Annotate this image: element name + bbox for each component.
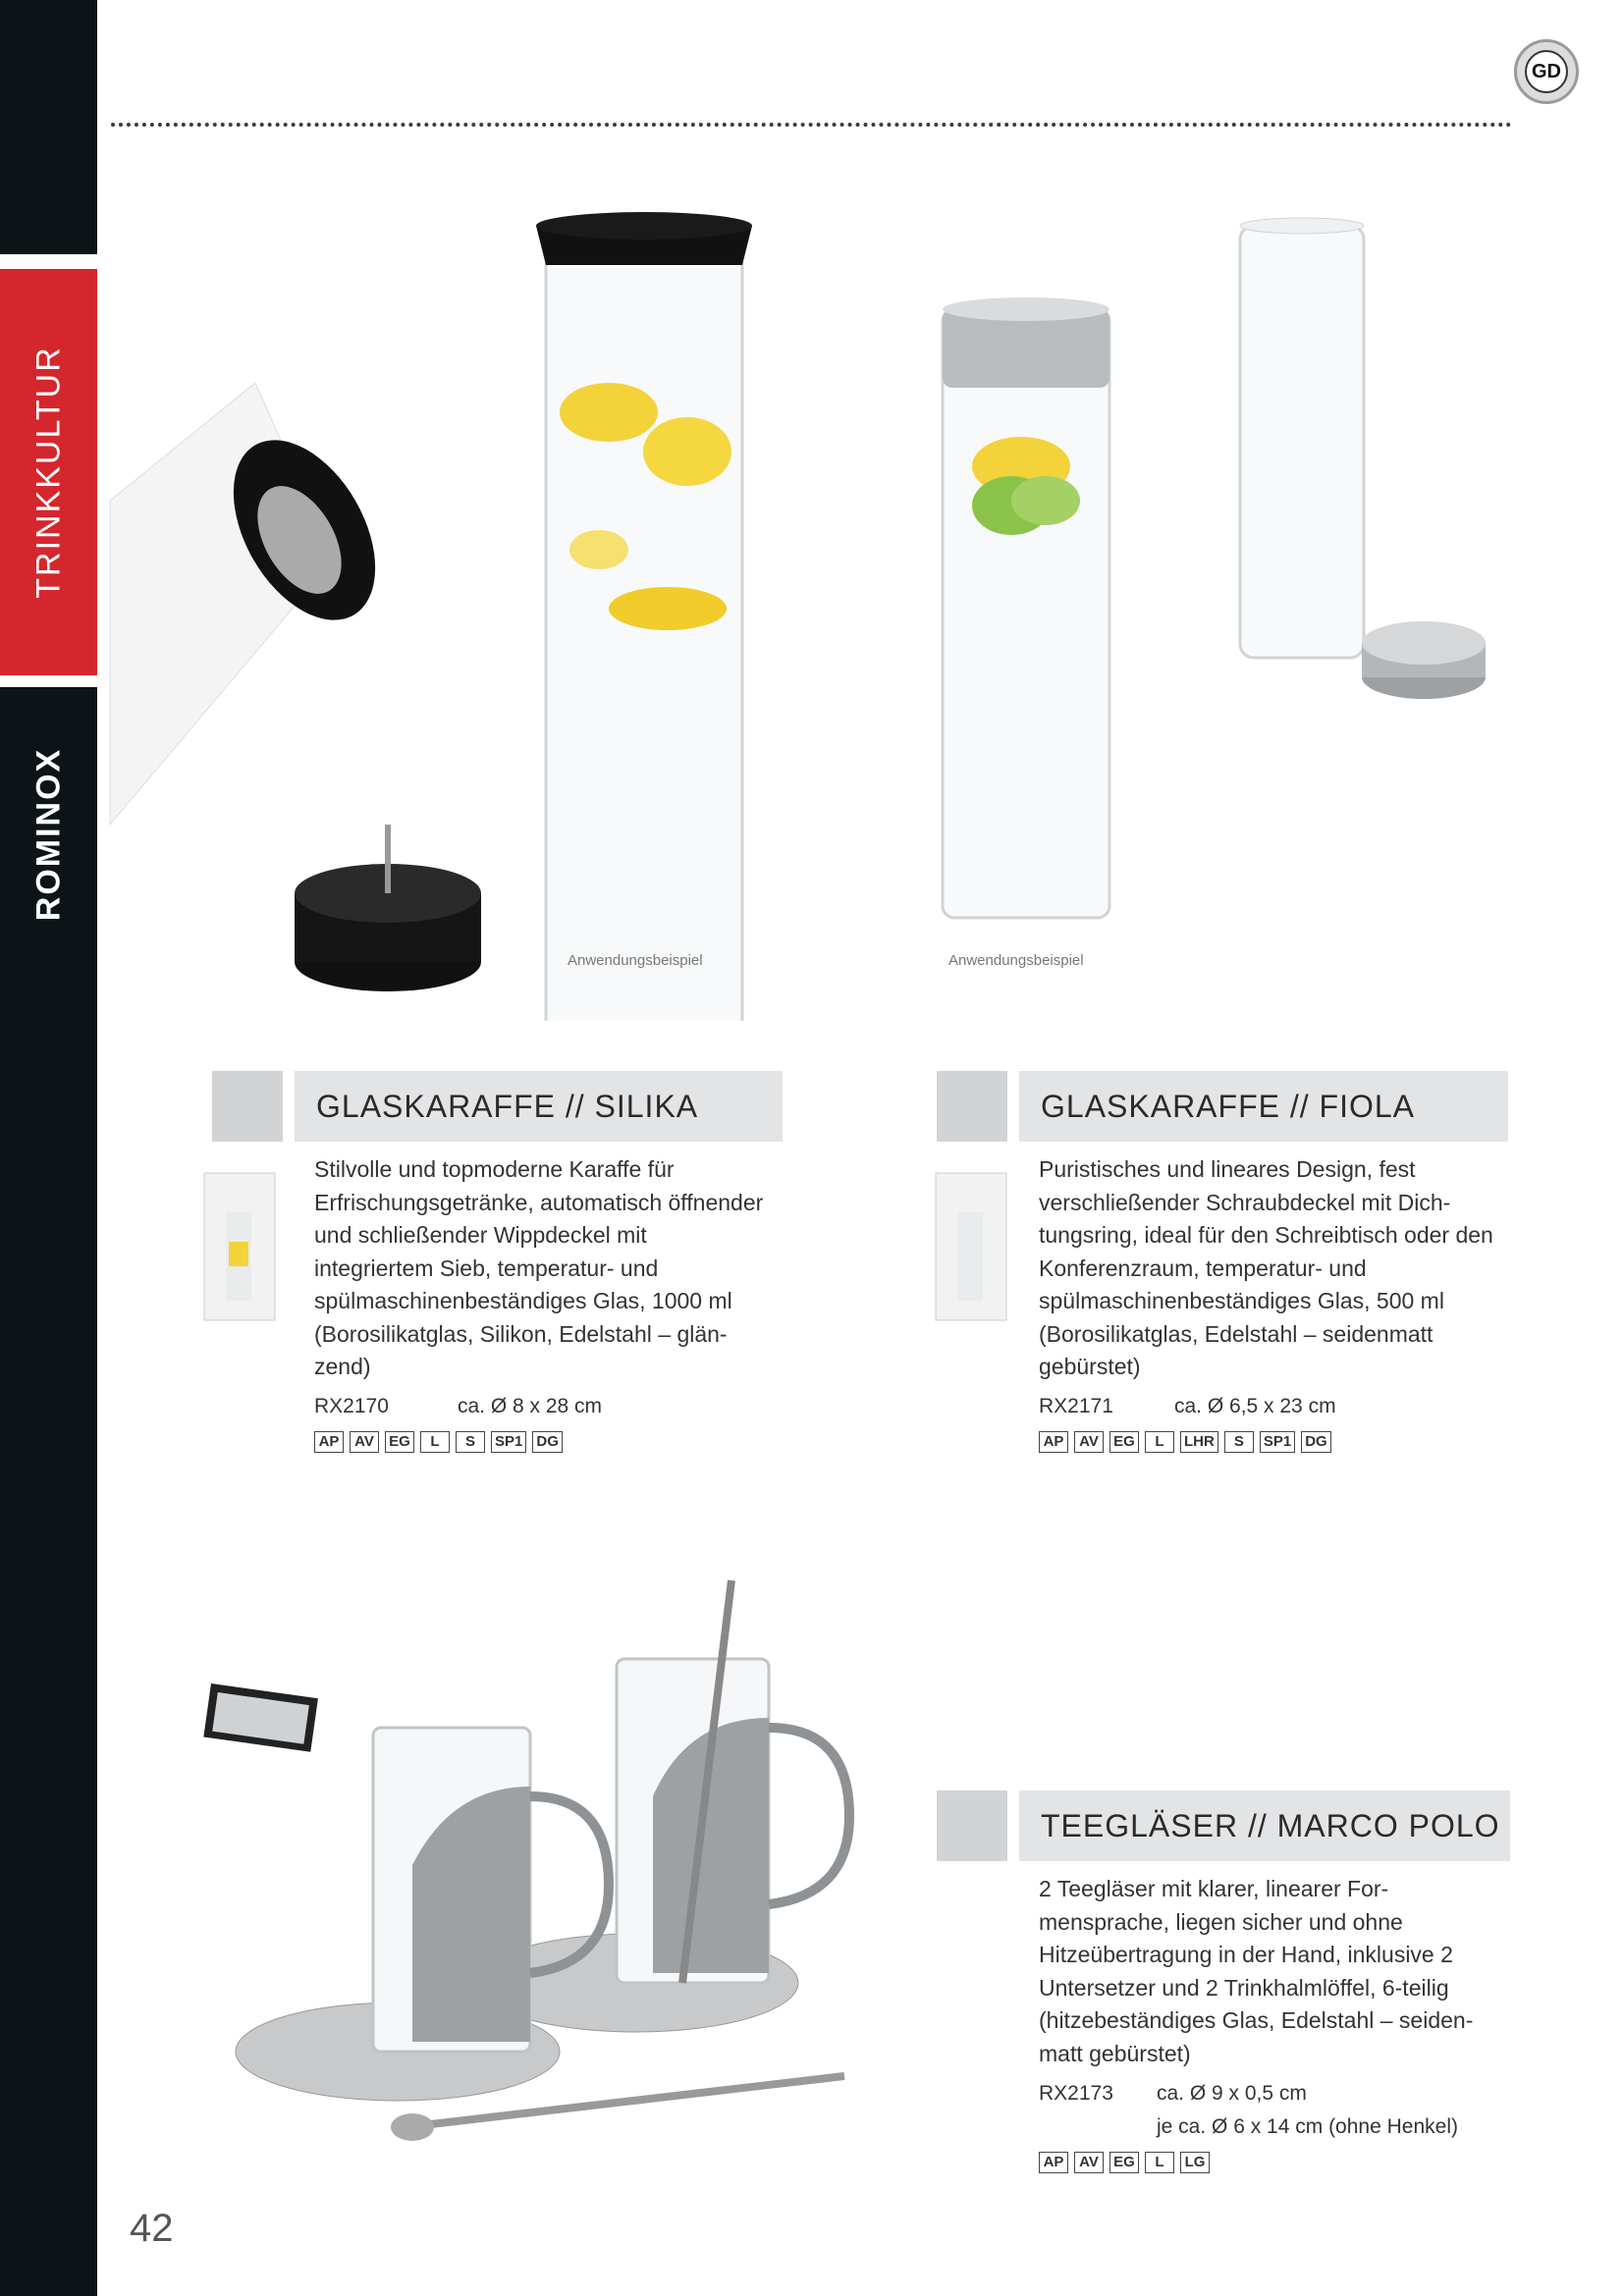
feature-icon-sp1: SP1 [491,1431,526,1453]
silika-photo-caption: Anwendungsbeispiel [568,952,703,969]
feature-icon-sp1: SP1 [1260,1431,1295,1453]
feature-icon-s: S [456,1431,485,1453]
feature-icons [1039,1431,1331,1453]
product-sku: RX2171 [1039,1395,1113,1417]
feature-icon-av: AV [350,1431,379,1453]
product-description: Stilvolle und topmoderne Karaffe für Erfrischungsgetränke, automatisch öffnender und schließender Wippdeckel mit integriertem Sieb, temperatur- und spülmaschinenbeständiges Glas, 1000 ml (Borosilikatglas, Silikon, Edelstahl – glän-zend) [314,1156,764,1379]
fiola-bottle-photo [864,211,1502,996]
feature-icon-lhr: LHR [1180,1431,1218,1453]
feature-icon-ap: AP [1039,2152,1068,2173]
feature-icon-av: AV [1074,1431,1104,1453]
product-title: GLASKARAFFE // FIOLA [1019,1071,1508,1142]
feature-icon-l: L [1145,1431,1174,1453]
silika-package-image [196,1163,280,1325]
product-sku: RX2170 [314,1395,389,1417]
sidebar-separator [0,254,97,269]
product-size: ca. Ø 9 x 0,5 cm [1157,2082,1307,2105]
feature-icon-dg: DG [532,1431,563,1453]
header-square [937,1071,1007,1142]
product-description: 2 Teegläser mit klarer, linearer For-mensprache, liegen sicher und ohne Hitzeübertragung in der Hand, inklusive 2 Untersetzer und 2 Trinkhalmlöffel, 6-teilig (hitzebeständiges Glas, Edelstahl – seiden-matt gebürstet) [1039,1876,1474,2066]
product-size: ca. Ø 8 x 28 cm [458,1395,603,1417]
sidebar-category-label: TRINKKULTUR [29,346,67,599]
silika-carafe-photo [108,137,815,1021]
feature-icons [314,1431,563,1453]
product-title: TEEGLÄSER // MARCO POLO [1019,1790,1510,1861]
feature-icon-ap: AP [314,1431,344,1453]
page-number: 42 [130,2207,174,2250]
fiola-photo-caption: Anwendungsbeispiel [948,952,1084,969]
feature-icon-s: S [1224,1431,1254,1453]
sidebar-brand-label: ROMINOX [29,747,67,922]
feature-icon-eg: EG [1109,2152,1139,2173]
product-size-secondary: je ca. Ø 6 x 14 cm (ohne Henkel) [1157,2115,1458,2138]
feature-icon-l: L [420,1431,450,1453]
logo-mark: GD [1525,50,1568,93]
header-square [212,1071,283,1142]
marco-polo-teaglasses-photo [196,1571,903,2199]
feature-icon-av: AV [1074,2152,1104,2173]
brand-logo-icon [1514,39,1579,104]
product-sku: RX2173 [1039,2082,1113,2105]
feature-icon-ap: AP [1039,1431,1068,1453]
feature-icon-l: L [1145,2152,1174,2173]
feature-icon-eg: EG [1109,1431,1139,1453]
fiola-package-image [928,1163,1011,1325]
product-size: ca. Ø 6,5 x 23 cm [1174,1395,1336,1417]
feature-icon-lg: LG [1180,2152,1210,2173]
sidebar-separator [0,675,97,687]
product-description: Puristisches und lineares Design, fest verschließender Schraubdeckel mit Dich-tungsring, ideal für den Schreibtisch oder den Konferenzraum, temperatur- und spülmaschinenbeständiges Glas, 500 ml (Borosilikatglas, Edelstahl – seidenmatt gebürstet) [1039,1156,1493,1379]
product-title: GLASKARAFFE // SILIKA [295,1071,783,1142]
feature-icons [1039,2152,1210,2173]
feature-icon-eg: EG [385,1431,414,1453]
feature-icon-dg: DG [1301,1431,1331,1453]
header-square [937,1790,1007,1861]
dotted-divider [111,123,1512,127]
